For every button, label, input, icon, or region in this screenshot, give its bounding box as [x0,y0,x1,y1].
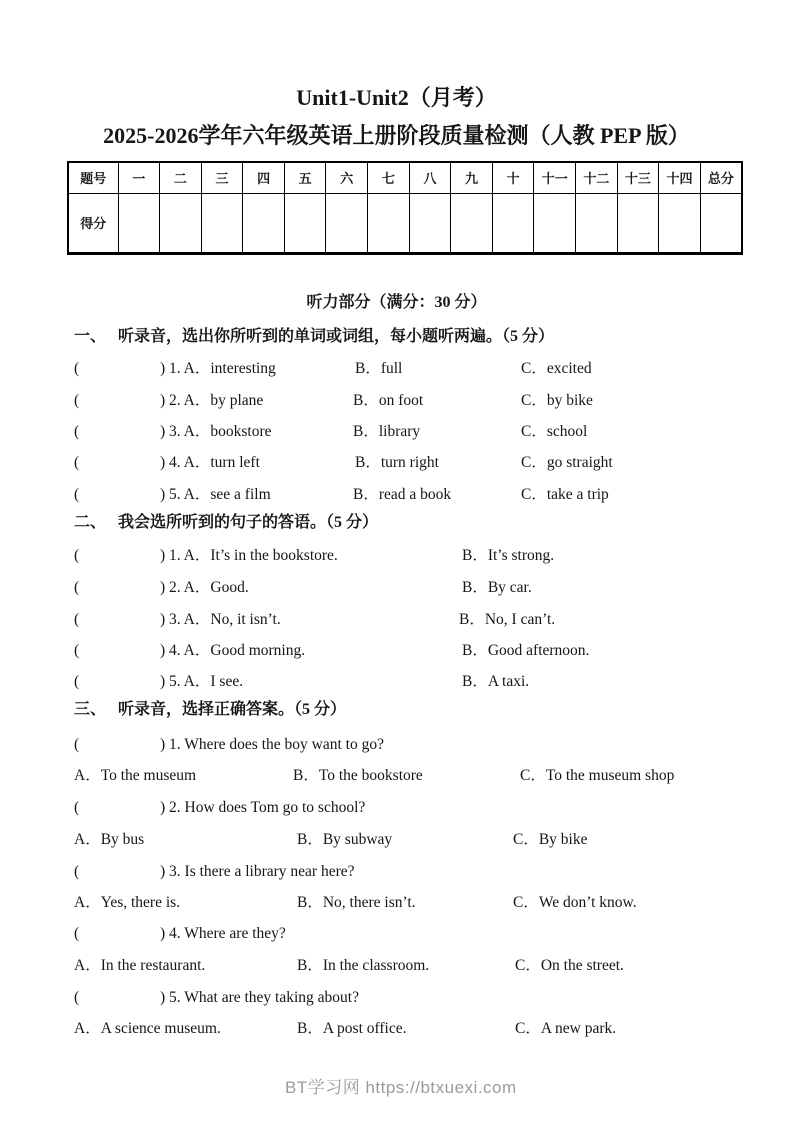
listening-section-title: 听力部分（满分：30 分） [306,294,487,311]
item-option-c: C．go straight [521,454,613,471]
score-col-header: 六 [326,162,368,193]
item-option-a: ) 2. A．by plane [160,392,264,409]
item-option-b: B．read a book [353,486,452,503]
question-text: ) 2. How does Tom go to school? [160,799,366,816]
item-option-b: B．It’s strong. [462,547,555,564]
part3-number: 三、 [74,701,107,718]
exam-subtitle: 2025-2026学年六年级英语上册阶段质量检测（人教 PEP 版） [103,123,690,148]
score-col-header: 三 [201,162,243,193]
item-option-b: B．full [355,360,403,377]
score-row-label: 得分 [68,193,118,253]
item-option-a: ) 2. A．Good. [160,579,249,596]
item-option-b: B．By car. [462,579,532,596]
item-option-a: A．To the museum [74,767,197,784]
score-col-header: 十 [492,162,534,193]
item-option-c: C．take a trip [521,486,609,503]
item-option-a: ) 5. A．see a film [160,486,271,503]
item-option-a: ) 5. A．I see. [160,673,244,690]
watermark: BT学习网 https://btxuexi.com [285,1078,517,1097]
score-col-header: 八 [409,162,451,193]
question-text: ) 5. What are they taking about? [160,989,359,1006]
score-table-score-row [68,193,742,253]
answer-paren: ( [74,611,80,628]
answer-paren: ( [74,547,80,564]
item-option-b: B．A post office. [297,1020,407,1037]
score-cell [118,193,160,253]
part2-number: 二、 [74,514,107,531]
item-option-a: ) 1. A．interesting [160,360,276,377]
answer-paren: ( [74,392,80,409]
score-col-header: 五 [284,162,326,193]
question-text: ) 3. Is there a library near here? [160,863,355,880]
item-option-b: B．library [353,423,421,440]
score-cell [576,193,618,253]
score-cell [284,193,326,253]
score-cell [659,193,701,253]
item-option-c: C．A new park. [515,1020,617,1037]
item-option-c: C．by bike [521,392,593,409]
score-table [67,161,743,255]
score-cell [451,193,493,253]
score-col-header: 十一 [534,162,576,193]
score-cell [201,193,243,253]
item-option-a: ) 4. A．turn left [160,454,260,471]
answer-paren: ( [74,423,80,440]
answer-paren: ( [74,863,80,880]
score-cell [492,193,534,253]
answer-paren: ( [74,579,80,596]
part1-heading: 听录音，选出你所听到的单词或词组，每小题听两遍。（5 分） [118,328,555,345]
score-col-header: 二 [160,162,202,193]
answer-paren: ( [74,454,80,471]
item-option-a: A．In the restaurant. [74,957,206,974]
answer-paren: ( [74,799,80,816]
question-text: ) 4. Where are they? [160,925,286,942]
part2-heading: 我会选所听到的句子的答语。（5 分） [118,514,379,531]
score-col-header: 七 [368,162,410,193]
answer-paren: ( [74,642,80,659]
item-option-b: B．on foot [353,392,424,409]
score-cell [700,193,742,253]
item-option-b: B．No, there isn’t. [297,894,416,911]
item-option-c: C．school [521,423,588,440]
score-cell [409,193,451,253]
item-option-c: C．We don’t know. [513,894,637,911]
item-option-a: A．Yes, there is. [74,894,181,911]
score-cell [326,193,368,253]
part1-number: 一、 [74,328,107,345]
answer-paren: ( [74,989,80,1006]
score-cell [534,193,576,253]
score-cell [368,193,410,253]
item-option-a: ) 4. A．Good morning. [160,642,306,659]
item-option-b: B．turn right [355,454,439,471]
item-option-b: B．By subway [297,831,393,848]
question-text: ) 1. Where does the boy want to go? [160,736,384,753]
score-cell [160,193,202,253]
score-col-header: 十四 [659,162,701,193]
answer-paren: ( [74,925,80,942]
item-option-a: ) 3. A．No, it isn’t. [160,611,281,628]
answer-paren: ( [74,486,80,503]
score-col-header: 十三 [617,162,659,193]
score-col-header: 四 [243,162,285,193]
score-col-header: 一 [118,162,160,193]
item-option-a: ) 3. A．bookstore [160,423,272,440]
score-cell [243,193,285,253]
score-col-header: 十二 [576,162,618,193]
score-col-header: 九 [451,162,493,193]
item-option-b: B．No, I can’t. [459,611,556,628]
item-option-b: B．In the classroom. [297,957,430,974]
answer-paren: ( [74,673,80,690]
item-option-a: A．A science museum. [74,1020,221,1037]
item-option-c: C．By bike [513,831,588,848]
item-option-a: ) 1. A．It’s in the bookstore. [160,547,338,564]
score-table-corner: 题号 [68,162,118,193]
item-option-c: C．On the street. [515,957,624,974]
score-cell [617,193,659,253]
part3-heading: 听录音，选择正确答案。（5 分） [118,701,347,718]
item-option-c: C．excited [521,360,592,377]
score-table-header-row [68,162,742,193]
item-option-c: C．To the museum shop [520,767,675,784]
item-option-b: B．Good afternoon. [462,642,590,659]
answer-paren: ( [74,736,80,753]
answer-paren: ( [74,360,80,377]
item-option-b: B．A taxi. [462,673,530,690]
item-option-b: B．To the bookstore [293,767,423,784]
score-col-header: 总分 [700,162,742,193]
exam-title: Unit1-Unit2（月考） [296,85,497,110]
item-option-a: A．By bus [74,831,145,848]
